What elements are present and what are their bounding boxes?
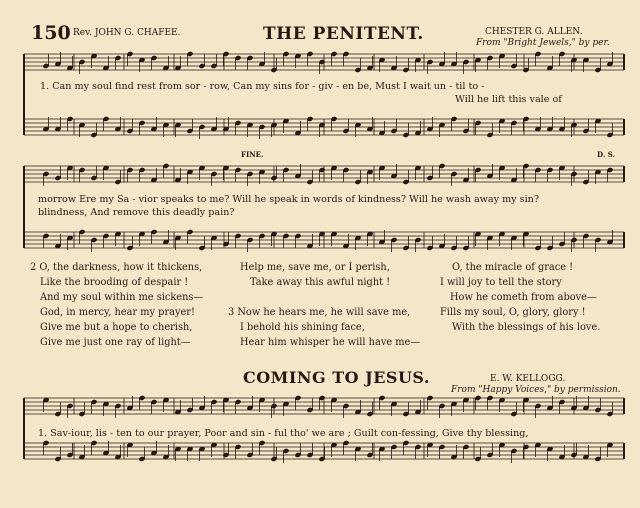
verse-line: And my soul within me sickens— [40, 292, 204, 303]
lyric-line: morrow Ere my Sa - vior speaks to me? Will he speak in words of kindness? Will he wash away my sin? [38, 194, 539, 205]
lyric-line: Will he lift this vale of [455, 94, 562, 105]
lyric-line: blindness, And remove this deadly pain? [38, 207, 235, 218]
verse-column [440, 260, 600, 335]
verse-line: Take away this awful night ! [250, 277, 391, 288]
fine-mark: FINE. [241, 150, 264, 159]
author-credit: Rev. JOHN G. CHAFEE. [73, 28, 181, 38]
verse-column [228, 260, 420, 350]
verse-line [228, 290, 420, 305]
verse-line: I will joy to tell the story [440, 277, 562, 288]
verse-line: Like the brooding of despair ! [40, 277, 189, 288]
hymn-title: THE PENITENT. [263, 24, 424, 44]
lyric-line: 1. Sav-iour, lis - ten to our prayer, Poor and sin - ful tho' we are ; Guilt con-fessing, Give thy blessing, [38, 428, 529, 439]
verse-line: 3 Now he hears me, he will save me, [228, 307, 411, 318]
verse-line: O, the miracle of grace ! [452, 262, 574, 273]
verse-line: I behold his shining face, [240, 322, 365, 333]
page-number: 150 [31, 22, 71, 44]
hymn-title: COMING TO JESUS. [243, 368, 430, 387]
ds-mark: D. S. [597, 150, 615, 159]
verse-line: Help me, save me, or I perish, [240, 262, 390, 273]
verse-line: Hear him whisper he will have me— [240, 337, 421, 348]
verse-column [30, 260, 203, 350]
source-credit: From "Bright Jewels," by per. [476, 38, 610, 48]
composer-credit: E. W. KELLOGG. [490, 374, 566, 384]
composer-credit: CHESTER G. ALLEN. [485, 27, 583, 37]
verse-line: Give me but a hope to cherish, [40, 322, 193, 333]
verse-line: Fills my soul, O, glory, glory ! [440, 307, 586, 318]
verse-line: With the blessings of his love. [452, 322, 601, 333]
verse-line: 2 O, the darkness, how it thickens, [30, 262, 203, 273]
verse-line: Give me just one ray of light— [40, 337, 191, 348]
verse-line: How he cometh from above— [450, 292, 597, 303]
lyric-line: 1. Can my soul find rest from sor - row, Can my sins for - giv - en be, Must I wait un - til to - [40, 81, 485, 92]
source-credit: From "Happy Voices," by permission. [451, 385, 621, 395]
verse-line: God, in mercy, hear my prayer! [40, 307, 195, 318]
